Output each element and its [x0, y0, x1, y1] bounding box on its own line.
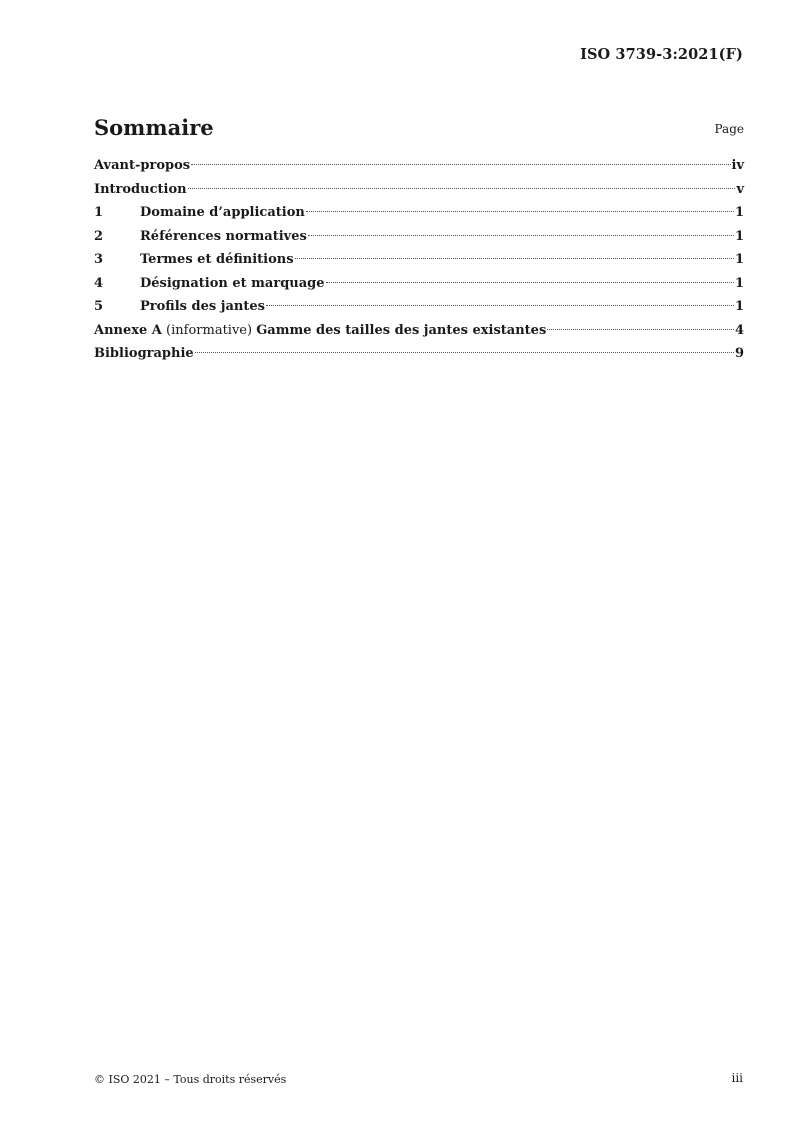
- dot-leader: [195, 352, 734, 353]
- toc-entry-page: 1: [734, 252, 744, 267]
- toc-entry-page: 1: [734, 275, 744, 291]
- page-title: Sommaire: [94, 115, 214, 140]
- toc-entry-bibliographie[interactable]: [94, 342, 744, 366]
- annex-qualifier: (informative): [161, 322, 257, 338]
- toc-entry-label: Désignation et marquage: [140, 275, 325, 291]
- dot-leader: [295, 258, 734, 259]
- dot-leader: [306, 211, 734, 212]
- toc-entry-termes[interactable]: [94, 248, 744, 272]
- toc-entry-number: 2: [94, 228, 104, 244]
- toc-entry-introduction[interactable]: [94, 178, 744, 202]
- toc-entry-label: Bibliographie: [94, 346, 194, 361]
- toc-entry-number: 5: [94, 299, 104, 314]
- dot-leader: [266, 305, 734, 306]
- toc-entry-page: 4: [734, 322, 744, 338]
- dot-leader: [308, 235, 734, 236]
- toc-entry-label: Références normatives: [140, 228, 307, 244]
- toc-entry-page: v: [736, 181, 744, 197]
- copyright-notice: © ISO 2021 – Tous droits réservés: [94, 1073, 287, 1086]
- annex-prefix: Annexe A: [94, 322, 162, 338]
- table-of-contents: [94, 154, 744, 366]
- dot-leader: [191, 164, 730, 165]
- toc-entry-page: iv: [731, 158, 744, 173]
- toc-entry-avant-propos[interactable]: [94, 154, 744, 178]
- toc-entry-page: 1: [734, 228, 744, 244]
- toc-entry-number: 3: [94, 252, 104, 267]
- toc-entry-annexe-a[interactable]: [94, 319, 744, 343]
- toc-entry-designation[interactable]: [94, 272, 744, 296]
- toc-entry-references[interactable]: [94, 225, 744, 249]
- toc-entry-label: Profils des jantes: [140, 299, 265, 314]
- toc-entry-label: Introduction: [94, 181, 187, 197]
- page-column-label: Page: [714, 122, 744, 136]
- toc-entry-number: 4: [94, 275, 104, 291]
- document-id: ISO 3739-3:2021(F): [580, 46, 743, 63]
- toc-entry-domaine[interactable]: [94, 201, 744, 225]
- dot-leader: [188, 188, 736, 189]
- toc-entry-page: 9: [734, 346, 744, 361]
- toc-entry-page: 1: [734, 205, 744, 220]
- dot-leader: [547, 329, 734, 330]
- dot-leader: [326, 282, 734, 283]
- toc-entry-label: Termes et définitions: [140, 252, 294, 267]
- toc-entry-profils[interactable]: [94, 295, 744, 319]
- page-number: iii: [731, 1071, 743, 1085]
- toc-entry-label: [94, 319, 546, 343]
- toc-header: [94, 110, 744, 140]
- annex-title: Gamme des tailles des jantes existantes: [256, 322, 547, 338]
- toc-entry-page: 1: [734, 299, 744, 314]
- toc-entry-label: Domaine d’application: [140, 205, 305, 220]
- toc-entry-label: Avant-propos: [94, 158, 191, 173]
- toc-entry-number: 1: [94, 205, 104, 220]
